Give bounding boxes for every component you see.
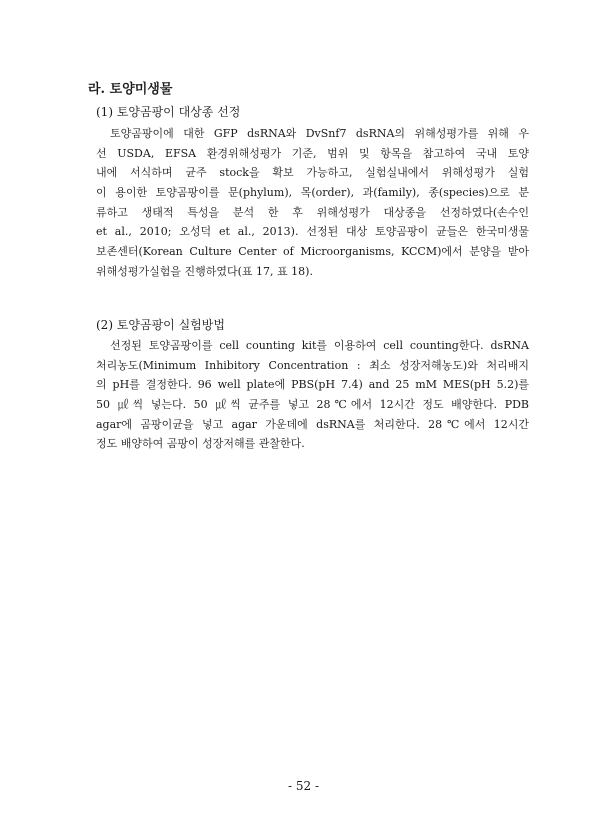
- paragraph-line: 이 용이한 토양곰팡이를 문(phylum), 목(order), 과(family), 종(species)으로 분: [96, 186, 529, 200]
- subsection-2-title: (2) 토양곰팡이 실험방법: [96, 318, 225, 332]
- section-heading: 라. 토양미생물: [88, 82, 173, 97]
- subsection-1-paragraph: [96, 124, 529, 282]
- paragraph-line: 처리농도(Minimum Inhibitory Concentration : 최소 성장저해농도)와 처리배지: [96, 358, 529, 372]
- paragraph-line: 정도 배양하여 곰팡이 성장저해를 관찰한다.: [96, 437, 305, 451]
- paragraph-line: 보존센터(Korean Culture Center of Microorganisms, KCCM)에서 분양을 받아: [96, 245, 529, 259]
- paragraph-line: agar에 곰팡이균을 넣고 agar 가운데에 dsRNA를 처리한다. 28℃에서 12시간: [96, 417, 529, 431]
- paragraph-line: et al., 2010; 오성덕 et al., 2013). 선정된 대상 토양곰팡이 균들은 한국미생물: [96, 225, 529, 239]
- paragraph-line: 50 ㎕씩 넣는다. 50 ㎕씩 균주를 넣고 28℃에서 12시간 정도 배양한다. PDB: [96, 398, 529, 412]
- paragraph-line: 선 USDA, EFSA 환경위해성평가 기준, 범위 및 항목을 참고하여 국내 토양: [96, 146, 529, 160]
- paragraph-line: 의 pH를 결정한다. 96 well plate에 PBS(pH 7.4) and 25 mM MES(pH 5.2)를: [96, 378, 529, 392]
- paragraph-line: 내에 서식하며 균주 stock을 확보 가능하고, 실험실내에서 위해성평가 실험: [96, 166, 529, 180]
- paragraph-line: 선정된 토양곰팡이를 cell counting kit를 이용하여 cell counting한다. dsRNA: [110, 339, 529, 352]
- paragraph-line: 위해성평가실험을 진행하였다(표 17, 표 18).: [96, 264, 313, 278]
- subsection-2-paragraph: [96, 336, 529, 454]
- paragraph-line: 토양곰팡이에 대한 GFP dsRNA와 DvSnf7 dsRNA의 위해성평가를 위해 우: [110, 127, 529, 140]
- paragraph-line: 류하고 생태적 특성을 분석 한 후 위해성평가 대상종을 선정하였다(손수인: [96, 205, 529, 219]
- page-number: - 52 -: [287, 779, 319, 793]
- subsection-1-title: (1) 토양곰팡이 대상종 선정: [96, 105, 241, 119]
